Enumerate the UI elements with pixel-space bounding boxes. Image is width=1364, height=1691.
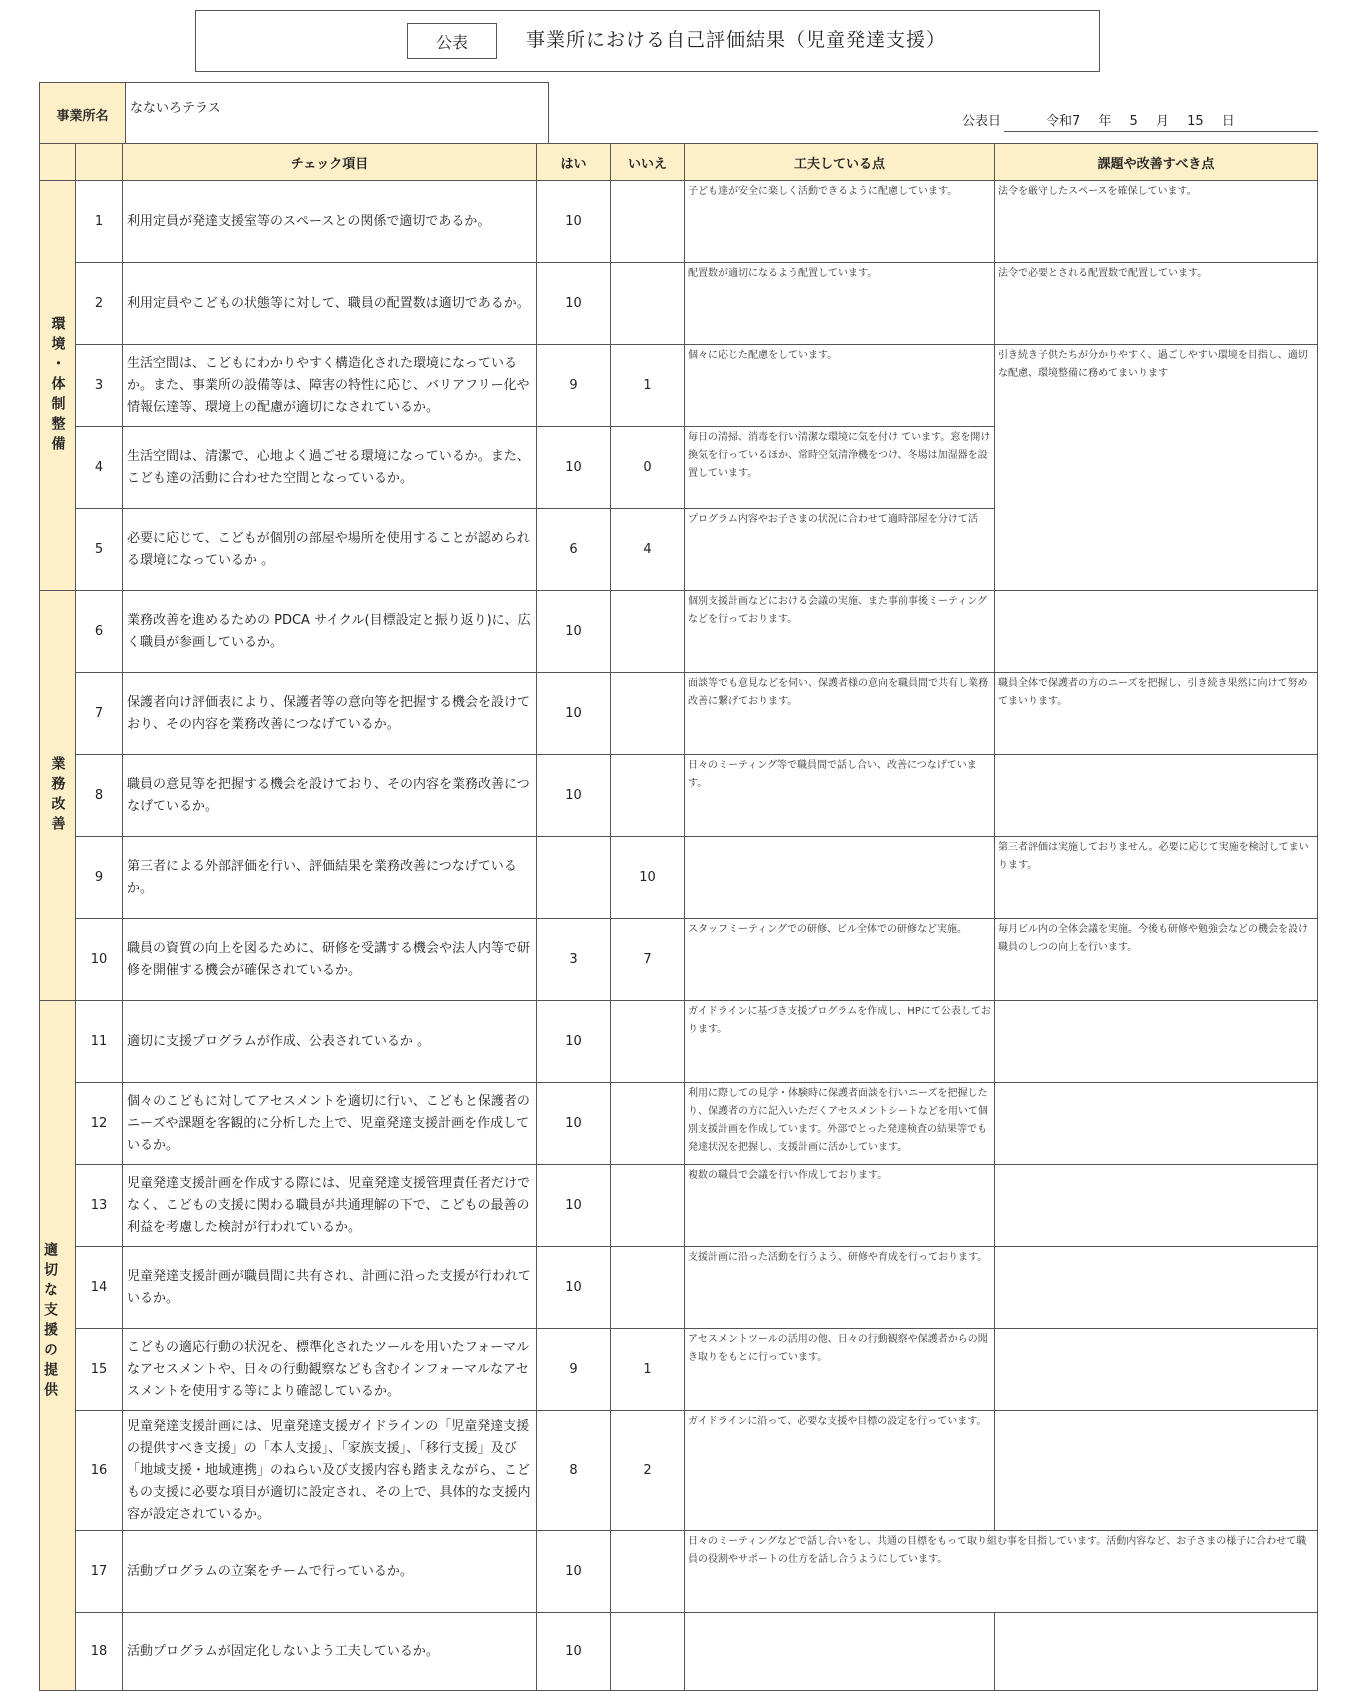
yes-count: 10 [537, 263, 611, 345]
no-count: 0 [611, 427, 685, 509]
office-table [39, 82, 549, 147]
check-item: 個々のこどもに対してアセスメントを適切に行い、こどもと保護者のニーズや課題を客観的に分析した上で、児童発達支援計画を作成しているか。 [123, 1083, 537, 1165]
no-count [611, 1165, 685, 1247]
header-check: チェック項目 [123, 144, 537, 181]
row-number: 18 [76, 1613, 123, 1691]
yes-count: 10 [537, 1247, 611, 1329]
pubdate-value: 令和7 年 5 月 15 日 [1046, 114, 1235, 129]
check-item: 保護者向け評価表により、保護者等の意向等を把握する機会を設けており、その内容を業務改善につなげているか。 [123, 673, 537, 755]
good-point: 利用に際しての見学・体験時に保護者面談を行いニーズを把握したり、保護者の方に記入いただくアセスメントシートなどを用いて個別支援計画を作成しています。外部でとった発達検査の結果等でも発達状況を把握し、支援計画に活かしています。 [685, 1083, 995, 1165]
header-category [40, 144, 76, 181]
yes-count: 10 [537, 1613, 611, 1691]
yes-count: 10 [537, 1531, 611, 1613]
good-point: 複数の職員で会議を行い作成しております。 [685, 1165, 995, 1247]
table-row [40, 1083, 1318, 1165]
yes-count: 9 [537, 1329, 611, 1411]
no-count [611, 591, 685, 673]
table-row [40, 1001, 1318, 1083]
issue-point: 引き続き子供たちが分かりやすく、過ごしやすい環境を目指し、適切な配慮、環境整備に務めてまいります [995, 345, 1318, 591]
row-number: 11 [76, 1001, 123, 1083]
check-item: 第三者による外部評価を行い、評価結果を業務改善につなげているか。 [123, 837, 537, 919]
check-item: 必要に応じて、こどもが個別の部屋や場所を使用することが認められる環境になっているか 。 [123, 509, 537, 591]
good-point: 個別支援計画などにおける会議の実施、また事前事後ミーティングなどを行っております。 [685, 591, 995, 673]
good-point: ガイドラインに沿って、必要な支援や目標の設定を行っています。 [685, 1411, 995, 1531]
table-row [40, 1247, 1318, 1329]
issue-point [995, 1411, 1318, 1531]
good-point: 子ども達が安全に楽しく活動できるように配慮しています。 [685, 181, 995, 263]
no-count: 10 [611, 837, 685, 919]
row-number: 7 [76, 673, 123, 755]
header-no: いいえ [611, 144, 685, 181]
issue-point: 法令で必要とされる配置数で配置しています。 [995, 263, 1318, 345]
yes-count: 10 [537, 755, 611, 837]
check-item: 児童発達支援計画には、児童発達支援ガイドラインの「児童発達支援の提供すべき支援」の「本人支援」、「家族支援」、「移行支援」及び「地域支援・地域連携」のねらい及び支援内容も踏まえながら、こどもの支援に必要な項目が適切に設定され、その上で、具体的な支援内容が設定されているか。 [123, 1411, 537, 1531]
check-item: 利用定員が発達支援室等のスペースとの関係で適切であるか。 [123, 181, 537, 263]
no-count [611, 1001, 685, 1083]
row-number: 17 [76, 1531, 123, 1613]
category-support: 適切な支援の提供 [40, 1001, 76, 1691]
table-row [40, 1613, 1318, 1691]
check-item: 職員の資質の向上を図るために、研修を受講する機会や法人内等で研修を開催する機会が確保されているか。 [123, 919, 537, 1001]
table-row [40, 1329, 1318, 1411]
row-number: 16 [76, 1411, 123, 1531]
yes-count: 10 [537, 427, 611, 509]
check-item: 活動プログラムが固定化しないよう工夫しているか。 [123, 1613, 537, 1691]
issue-point: 第三者評価は実施しておりません。必要に応じて実施を検討してまいります。 [995, 837, 1318, 919]
no-count [611, 1531, 685, 1613]
row-number: 12 [76, 1083, 123, 1165]
no-count [611, 1613, 685, 1691]
good-point: 面談等でも意見などを伺い、保護者様の意向を職員間で共有し業務改善に繋げております。 [685, 673, 995, 755]
issue-point [995, 1247, 1318, 1329]
header-number [76, 144, 123, 181]
row-number: 8 [76, 755, 123, 837]
no-count: 1 [611, 345, 685, 427]
header-issue: 課題や改善すべき点 [995, 144, 1318, 181]
evaluation-table [39, 143, 1318, 1691]
good-point: アセスメントツールの活用の他、日々の行動観察や保護者からの聞き取りをもとに行っています。 [685, 1329, 995, 1411]
no-count [611, 673, 685, 755]
issue-point [995, 591, 1318, 673]
check-item: 活動プログラムの立案をチームで行っているか。 [123, 1531, 537, 1613]
check-item: 生活空間は、清潔で、心地よく過ごせる環境になっているか。また、こども達の活動に合わせた空間となっているか。 [123, 427, 537, 509]
yes-count: 10 [537, 1165, 611, 1247]
yes-count: 3 [537, 919, 611, 1001]
no-count: 1 [611, 1329, 685, 1411]
table-row [40, 1411, 1318, 1531]
check-item: こどもの適応行動の状況を、標準化されたツールを用いたフォーマルなアセスメントや、日々の行動観察なども含むインフォーマルなアセスメントを使用する等により確認しているか。 [123, 1329, 537, 1411]
good-point: 日々のミーティングなどで話し合いをし、共通の目標をもって取り組む事を目指しています。活動内容など、お子さまの様子に合わせて職員の役割やサポートの仕方を話し合うようにしています。 [685, 1531, 1318, 1613]
table-header-row [40, 144, 1318, 181]
public-label: 公表 [407, 23, 497, 59]
table-row [40, 181, 1318, 263]
yes-count: 10 [537, 1001, 611, 1083]
yes-count: 6 [537, 509, 611, 591]
issue-point: 毎月ビル内の全体会議を実施。今後も研修や勉強会などの機会を設け職員のしつの向上を行います。 [995, 919, 1318, 1001]
row-number: 14 [76, 1247, 123, 1329]
issue-point [995, 1165, 1318, 1247]
empty-cell [995, 1613, 1318, 1691]
title-box [195, 10, 1100, 72]
no-count: 7 [611, 919, 685, 1001]
row-number: 2 [76, 263, 123, 345]
no-count [611, 263, 685, 345]
yes-count: 10 [537, 591, 611, 673]
good-point: プログラム内容やお子さまの状況に合わせて適時部屋を分けて活 [685, 509, 995, 591]
issue-point [995, 1329, 1318, 1411]
good-point: 個々に応じた配慮をしています。 [685, 345, 995, 427]
check-item: 児童発達支援計画が職員間に共有され、計画に沿った支援が行われているか。 [123, 1247, 537, 1329]
issue-point: 職員全体で保護者の方のニーズを把握し、引き続き果然に向けて努めてまいります。 [995, 673, 1318, 755]
office-label: 事業所名 [40, 83, 126, 147]
no-count [611, 755, 685, 837]
table-row [40, 919, 1318, 1001]
yes-count: 10 [537, 673, 611, 755]
empty-cell [685, 1613, 995, 1691]
table-row [40, 345, 1318, 427]
good-point [685, 837, 995, 919]
table-row [40, 1165, 1318, 1247]
check-item: 児童発達支援計画を作成する際には、児童発達支援管理責任者だけでなく、こどもの支援に関わる職員が共通理解の下で、こどもの最善の利益を考慮した検討が行われているか。 [123, 1165, 537, 1247]
good-point: 毎日の清掃、消毒を行い清潔な環境に気を付け ています。窓を開け換気を行っているほか、常時空気清浄機をつけ、冬場は加湿器を設置しています。 [685, 427, 995, 509]
yes-count: 9 [537, 345, 611, 427]
row-number: 13 [76, 1165, 123, 1247]
table-row [40, 1531, 1318, 1613]
no-count [611, 1247, 685, 1329]
table-row [40, 263, 1318, 345]
issue-point: 法令を厳守したスペースを確保しています。 [995, 181, 1318, 263]
table-row [40, 837, 1318, 919]
header-yes: はい [537, 144, 611, 181]
good-point: 日々のミーティング等で職員間で話し合い、改善につなげています。 [685, 755, 995, 837]
no-count: 4 [611, 509, 685, 591]
row-number: 5 [76, 509, 123, 591]
table-row [40, 673, 1318, 755]
check-item: 生活空間は、こどもにわかりやすく構造化された環境になっているか。また、事業所の設備等は、障害の特性に応じ、バリアフリー化や情報伝達等、環境上の配慮が適切になされているか。 [123, 345, 537, 427]
table-row [40, 755, 1318, 837]
page-title: 事業所における自己評価結果（児童発達支援） [526, 29, 947, 51]
row-number: 10 [76, 919, 123, 1001]
row-number: 1 [76, 181, 123, 263]
good-point: 支援計画に沿った活動を行うよう、研修や育成を行っております。 [685, 1247, 995, 1329]
category-biz: 業務改善 [40, 591, 76, 1001]
pubdate-label: 公表日 [962, 114, 1002, 129]
good-point: 配置数が適切になるよう配置しています。 [685, 263, 995, 345]
good-point: スタッフミーティングでの研修、ビル全体での研修など実施。 [685, 919, 995, 1001]
office-name: なないろテラス [126, 83, 549, 147]
yes-count: 10 [537, 181, 611, 263]
check-item: 適切に支援プログラムが作成、公表されているか 。 [123, 1001, 537, 1083]
check-item: 職員の意見等を把握する機会を設けており、その内容を業務改善につなげているか。 [123, 755, 537, 837]
header-good: 工夫している点 [685, 144, 995, 181]
good-point: ガイドラインに基づき支援プログラムを作成し、HPにて公表しております。 [685, 1001, 995, 1083]
check-item: 利用定員やこどもの状態等に対して、職員の配置数は適切であるか。 [123, 263, 537, 345]
row-number: 6 [76, 591, 123, 673]
yes-count: 10 [537, 1083, 611, 1165]
yes-count [537, 837, 611, 919]
no-count: 2 [611, 1411, 685, 1531]
row-number: 4 [76, 427, 123, 509]
table-row [40, 591, 1318, 673]
issue-point [995, 1001, 1318, 1083]
pubdate-underline [1004, 131, 1318, 132]
row-number: 9 [76, 837, 123, 919]
no-count [611, 1083, 685, 1165]
row-number: 3 [76, 345, 123, 427]
issue-point [995, 755, 1318, 837]
row-number: 15 [76, 1329, 123, 1411]
check-item: 業務改善を進めるための PDCA サイクル(目標設定と振り返り)に、広く職員が参画しているか。 [123, 591, 537, 673]
no-count [611, 181, 685, 263]
issue-point [995, 1083, 1318, 1165]
category-env: 環境・体制整備 [40, 181, 76, 591]
yes-count: 8 [537, 1411, 611, 1531]
